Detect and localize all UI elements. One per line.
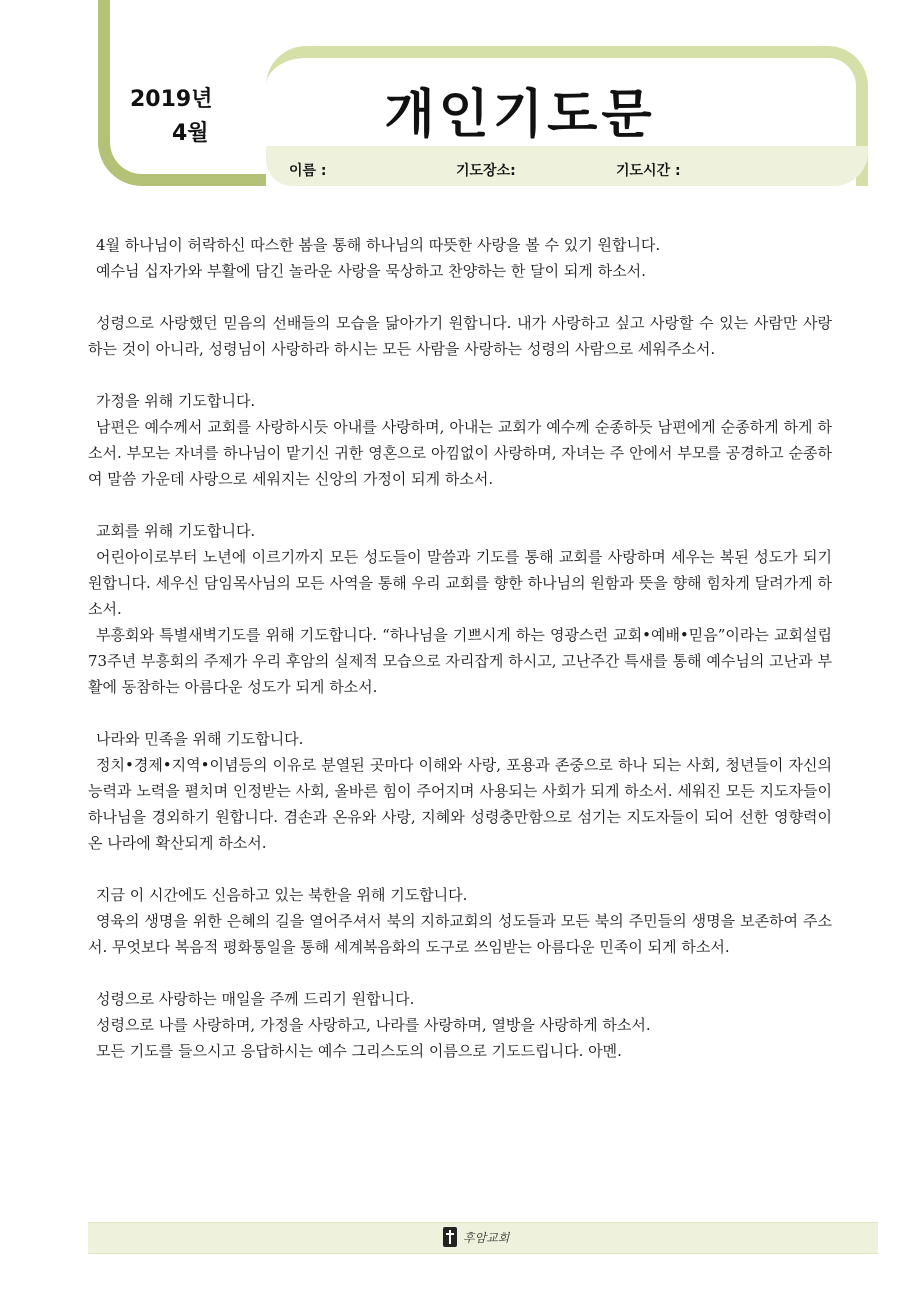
header-field-bar (266, 146, 868, 186)
page-title: 개인기도문 (384, 85, 656, 145)
text-line: 성령으로 사랑했던 믿음의 선배들의 모습을 닮아가기 원합니다. 내가 사랑하고 싶고 사랑할 수 있는 사람만 사랑하는 것이 아니라, 성령님이 사랑하라 하시는 모든 사람을 사랑하는 성령의 사람으로 세워주소서. (88, 314, 832, 358)
paragraph-april (88, 232, 832, 284)
text-line: 지금 이 시간에도 신음하고 있는 북한을 위해 기도합니다. (96, 886, 468, 904)
cross-icon (443, 1227, 457, 1247)
text-line: 어린아이로부터 노년에 이르기까지 모든 성도들이 말씀과 기도를 통해 교회를 사랑하며 세우는 복된 성도가 되기 원합니다. 세우신 담임목사님의 모든 사역을 통해 우리 교회를 향한 하나님의 원함과 뜻을 향해 힘차게 달려가게 하소서. (88, 548, 832, 618)
text-line: 모든 기도를 들으시고 응답하시는 예수 그리스도의 이름으로 기도드립니다. 아멘. (96, 1042, 622, 1060)
paragraph-closing (88, 986, 832, 1064)
prayer-body (88, 232, 832, 1090)
text-line: 남편은 예수께서 교회를 사랑하시듯 아내를 사랑하며, 아내는 교회가 예수께 순종하듯 남편에게 순종하게 하게 하소서. 부모는 자녀를 하나님이 맡기신 귀한 영혼으로 아낌없이 사랑하며, 자녀는 주 안에서 부모를 공경하고 순종하여 말씀 가운데 사랑으로 세워지는 신앙의 가정이 되게 하소서. (88, 418, 832, 488)
place-field-label: 기도장소: (456, 163, 516, 179)
name-field-label: 이름 : (289, 163, 327, 179)
paragraph-nation (88, 726, 832, 856)
text-line: 영육의 생명을 위한 은혜의 길을 열어주셔서 북의 지하교회의 성도들과 모든 북의 주민들의 생명을 보존하여 주소서. 무엇보다 복음적 평화통일을 통해 세계복음화의 도구로 쓰임받는 아름다운 민족이 되게 하소서. (88, 912, 832, 956)
header-year: 2019년 (130, 87, 213, 112)
text-line: 가정을 위해 기도합니다. (96, 392, 256, 410)
paragraph-family (88, 388, 832, 492)
paragraph-spirit (88, 310, 832, 362)
text-line: 부흥회와 특별새벽기도를 위해 기도합니다. “하나님을 기쁘시게 하는 영광스런 교회•예배•믿음”이라는 교회설립 73주년 부흥회의 주제가 우리 후암의 실제적 모습으로 자리잡게 하시고, 고난주간 특새를 통해 예수님의 고난과 부활에 동참하는 아름다운 성도가 되게 하소서. (88, 626, 832, 696)
text-line: 나라와 민족을 위해 기도합니다. (96, 730, 304, 748)
text-line: 4월 하나님이 허락하신 따스한 봄을 통해 하나님의 따뜻한 사랑을 볼 수 있기 원합니다. (96, 236, 661, 254)
paragraph-north-korea (88, 882, 832, 960)
text-line: 성령으로 나를 사랑하며, 가정을 사랑하고, 나라를 사랑하며, 열방을 사랑하게 하소서. (96, 1016, 651, 1034)
paragraph-church (88, 518, 832, 700)
time-field-label: 기도시간 : (616, 163, 681, 179)
text-line: 정치•경제•지역•이념등의 이유로 분열된 곳마다 이해와 사랑, 포용과 존중으로 하나 되는 사회, 청년들이 자신의 능력과 노력을 펼치며 인정받는 사회, 올바른 힘이 주어지며 사용되는 사회가 되게 하소서. 세워진 모든 지도자들이 하나님을 경외하기 원합니다. 겸손과 온유와 사랑, 지혜와 성령충만함으로 섬기는 지도자들이 되어 선한 영향력이 온 나라에 확산되게 하소서. (88, 756, 832, 852)
church-logo-text: 후암교회 (463, 1230, 510, 1245)
text-line: 예수님 십자가와 부활에 담긴 놀라운 사랑을 묵상하고 찬양하는 한 달이 되게 하소서. (96, 262, 646, 280)
church-logo (443, 1226, 509, 1248)
text-line: 교회를 위해 기도합니다. (96, 522, 256, 540)
text-line: 성령으로 사랑하는 매일을 주께 드리기 원합니다. (96, 990, 415, 1008)
header-month: 4월 (172, 121, 209, 146)
